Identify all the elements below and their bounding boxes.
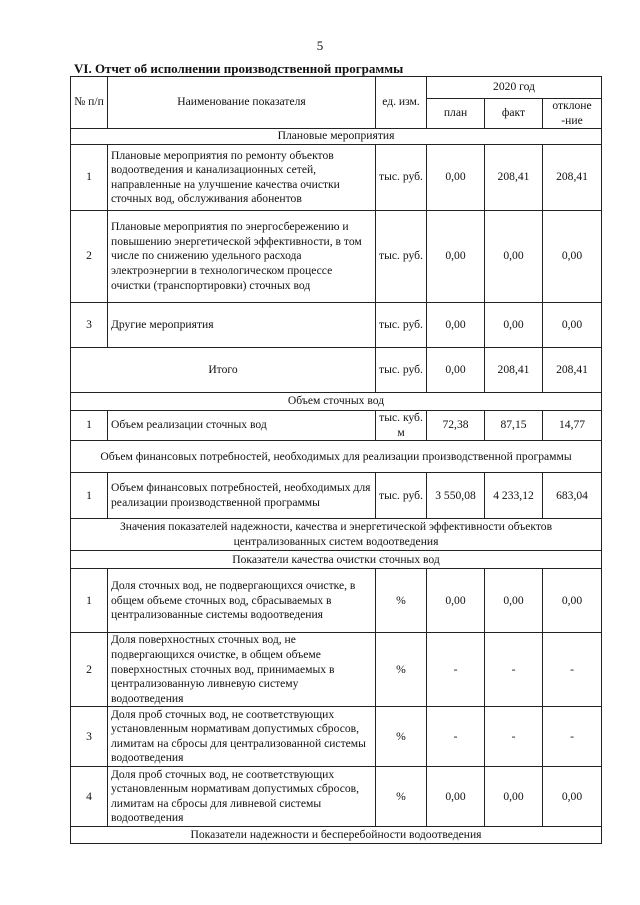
header-name: Наименование показателя xyxy=(108,77,376,129)
section-reliability: Значения показателей надежности, качества и энергетической эффективности объектов централизованных систем водоотведения xyxy=(71,519,602,551)
row-plan: 3 550,08 xyxy=(427,473,485,519)
row-deviation: 0,00 xyxy=(543,211,602,303)
row-deviation: 0,00 xyxy=(543,303,602,348)
row-fact: 0,00 xyxy=(485,303,543,348)
total-deviation: 208,41 xyxy=(543,348,602,393)
row-plan: 0,00 xyxy=(427,303,485,348)
row-plan: 0,00 xyxy=(427,569,485,633)
row-name: Плановые мероприятия по энергосбережению и повышению энергетической эффективности, в том числе по снижению удельного расхода электроэнергии в технологическом процессе очистки (транспортировки) сточных вод xyxy=(108,211,376,303)
row-fact: 4 233,12 xyxy=(485,473,543,519)
row-deviation: 683,04 xyxy=(543,473,602,519)
row-deviation: 14,77 xyxy=(543,411,602,441)
row-num: 1 xyxy=(71,411,108,441)
total-fact: 208,41 xyxy=(485,348,543,393)
row-fact: - xyxy=(485,633,543,707)
row-num: 3 xyxy=(71,707,108,767)
table-row xyxy=(71,569,602,633)
row-unit: тыс. куб. м xyxy=(376,411,427,441)
row-deviation: 0,00 xyxy=(543,767,602,827)
table-row xyxy=(71,633,602,707)
row-unit: % xyxy=(376,707,427,767)
header-num: № п/п xyxy=(71,77,108,129)
row-deviation: - xyxy=(543,633,602,707)
header-fact: факт xyxy=(485,99,543,129)
header-unit: ед. изм. xyxy=(376,77,427,129)
row-num: 3 xyxy=(71,303,108,348)
row-name: Объем финансовых потребностей, необходимых для реализации производственной программы xyxy=(108,473,376,519)
page-number: 5 xyxy=(316,38,324,53)
table-row xyxy=(71,145,602,211)
row-unit: % xyxy=(376,633,427,707)
row-fact: 0,00 xyxy=(485,767,543,827)
row-unit: % xyxy=(376,767,427,827)
row-unit: тыс. руб. xyxy=(376,211,427,303)
row-unit: тыс. руб. xyxy=(376,145,427,211)
row-plan: 0,00 xyxy=(427,211,485,303)
row-name: Доля сточных вод, не подвергающихся очистке, в общем объеме сточных вод, сбрасываемых в централизованные системы водоотведения xyxy=(108,569,376,633)
table-row xyxy=(71,411,602,441)
row-name: Доля проб сточных вод, не соответствующих установленным нормативам допустимых сбросов, лимитам на сбросы для централизованной системы водоотведения xyxy=(108,707,376,767)
row-num: 4 xyxy=(71,767,108,827)
row-plan: 72,38 xyxy=(427,411,485,441)
section-title: VI. Отчет об исполнении производственной программы xyxy=(74,61,404,76)
row-num: 1 xyxy=(71,569,108,633)
row-plan: - xyxy=(427,707,485,767)
row-deviation: 0,00 xyxy=(543,569,602,633)
total-row xyxy=(71,348,602,393)
table-row xyxy=(71,473,602,519)
table-row xyxy=(71,303,602,348)
header-plan: план xyxy=(427,99,485,129)
row-num: 1 xyxy=(71,145,108,211)
row-name: Доля поверхностных сточных вод, не подвергающихся очистке, в общем объеме поверхностных сточных вод, принимаемых в централизованную ливневую систему водоотведения xyxy=(108,633,376,707)
row-unit: тыс. руб. xyxy=(376,303,427,348)
section-planned: Плановые мероприятия xyxy=(71,129,602,145)
total-unit: тыс. руб. xyxy=(376,348,427,393)
header-year: 2020 год xyxy=(427,77,602,99)
row-num: 1 xyxy=(71,473,108,519)
row-fact: 87,15 xyxy=(485,411,543,441)
row-num: 2 xyxy=(71,211,108,303)
row-name: Другие мероприятия xyxy=(108,303,376,348)
section-volume: Объем сточных вод xyxy=(71,393,602,411)
row-fact: 0,00 xyxy=(485,569,543,633)
row-fact: 0,00 xyxy=(485,211,543,303)
row-plan: 0,00 xyxy=(427,145,485,211)
section-uninterrupted: Показатели надежности и бесперебойности водоотведения xyxy=(71,827,602,844)
row-num: 2 xyxy=(71,633,108,707)
header-deviation: отклоне -ние xyxy=(543,99,602,129)
row-plan: - xyxy=(427,633,485,707)
table-row xyxy=(71,767,602,827)
table-row xyxy=(71,211,602,303)
row-name: Объем реализации сточных вод xyxy=(108,411,376,441)
report-table xyxy=(70,76,602,844)
total-label: Итого xyxy=(71,348,376,393)
row-name: Плановые мероприятия по ремонту объектов водоотведения и канализационных сетей, направленные на улучшение качества очистки сточных вод, обслуживания абонентов xyxy=(108,145,376,211)
row-name: Доля проб сточных вод, не соответствующих установленным нормативам допустимых сбросов, лимитам на сбросы для ливневой системы водоотведения xyxy=(108,767,376,827)
row-fact: 208,41 xyxy=(485,145,543,211)
table-row xyxy=(71,707,602,767)
row-deviation: 208,41 xyxy=(543,145,602,211)
row-deviation: - xyxy=(543,707,602,767)
section-quality: Показатели качества очистки сточных вод xyxy=(71,551,602,569)
row-unit: % xyxy=(376,569,427,633)
row-fact: - xyxy=(485,707,543,767)
row-unit: тыс. руб. xyxy=(376,473,427,519)
section-finance: Объем финансовых потребностей, необходимых для реализации производственной программы xyxy=(71,441,602,473)
row-plan: 0,00 xyxy=(427,767,485,827)
total-plan: 0,00 xyxy=(427,348,485,393)
